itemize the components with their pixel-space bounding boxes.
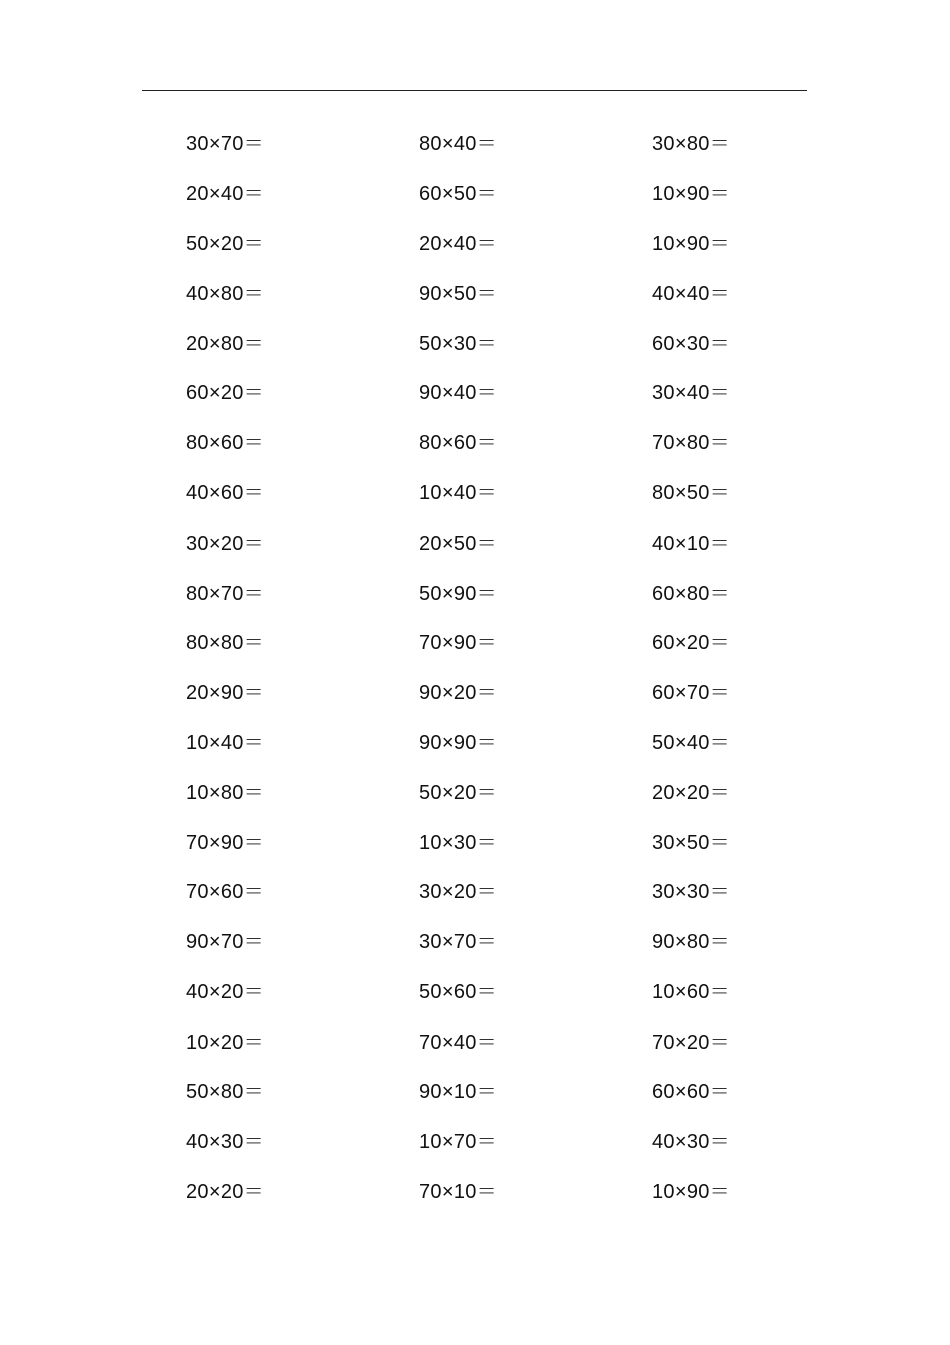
problem-c2-r21: 10×70＝ <box>419 1131 497 1153</box>
problem-c2-r19: 70×40＝ <box>419 1032 497 1054</box>
problem-c2-r10: 50×90＝ <box>419 583 497 605</box>
problem-c1-r2: 20×40＝ <box>186 183 264 205</box>
problem-c2-r5: 50×30＝ <box>419 333 497 355</box>
problem-c2-r9: 20×50＝ <box>419 533 497 555</box>
problem-c1-r5: 20×80＝ <box>186 333 264 355</box>
problem-c1-r12: 20×90＝ <box>186 682 264 704</box>
problem-c1-r7: 80×60＝ <box>186 432 264 454</box>
problem-c3-r14: 20×20＝ <box>652 782 730 804</box>
problem-c1-r18: 40×20＝ <box>186 981 264 1003</box>
problem-c3-r7: 70×80＝ <box>652 432 730 454</box>
problem-c1-r15: 70×90＝ <box>186 832 264 854</box>
problem-c3-r15: 30×50＝ <box>652 832 730 854</box>
problem-c2-r22: 70×10＝ <box>419 1181 497 1203</box>
problem-c3-r9: 40×10＝ <box>652 533 730 555</box>
problem-c2-r14: 50×20＝ <box>419 782 497 804</box>
problem-c3-r11: 60×20＝ <box>652 632 730 654</box>
problem-c2-r4: 90×50＝ <box>419 283 497 305</box>
problem-c1-r13: 10×40＝ <box>186 732 264 754</box>
problem-c3-r21: 40×30＝ <box>652 1131 730 1153</box>
problem-c1-r6: 60×20＝ <box>186 382 264 404</box>
problem-c1-r8: 40×60＝ <box>186 482 264 504</box>
problem-c2-r6: 90×40＝ <box>419 382 497 404</box>
problem-c3-r4: 40×40＝ <box>652 283 730 305</box>
problem-c3-r17: 90×80＝ <box>652 931 730 953</box>
problem-c1-r19: 10×20＝ <box>186 1032 264 1054</box>
problem-c2-r8: 10×40＝ <box>419 482 497 504</box>
problem-c2-r2: 60×50＝ <box>419 183 497 205</box>
problem-c2-r15: 10×30＝ <box>419 832 497 854</box>
problem-c1-r20: 50×80＝ <box>186 1081 264 1103</box>
problem-c2-r17: 30×70＝ <box>419 931 497 953</box>
problem-c1-r17: 90×70＝ <box>186 931 264 953</box>
problem-c2-r12: 90×20＝ <box>419 682 497 704</box>
problem-c3-r5: 60×30＝ <box>652 333 730 355</box>
problem-c2-r11: 70×90＝ <box>419 632 497 654</box>
problem-c3-r12: 60×70＝ <box>652 682 730 704</box>
problem-c3-r2: 10×90＝ <box>652 183 730 205</box>
problem-c1-r4: 40×80＝ <box>186 283 264 305</box>
problem-c1-r14: 10×80＝ <box>186 782 264 804</box>
problem-c3-r19: 70×20＝ <box>652 1032 730 1054</box>
problem-c1-r11: 80×80＝ <box>186 632 264 654</box>
problem-c3-r20: 60×60＝ <box>652 1081 730 1103</box>
problem-c3-r6: 30×40＝ <box>652 382 730 404</box>
problem-c3-r3: 10×90＝ <box>652 233 730 255</box>
problem-c2-r1: 80×40＝ <box>419 133 497 155</box>
problem-c3-r13: 50×40＝ <box>652 732 730 754</box>
problem-c1-r1: 30×70＝ <box>186 133 264 155</box>
problem-c2-r3: 20×40＝ <box>419 233 497 255</box>
problem-c1-r10: 80×70＝ <box>186 583 264 605</box>
problem-c1-r16: 70×60＝ <box>186 881 264 903</box>
problem-c3-r16: 30×30＝ <box>652 881 730 903</box>
problem-c2-r13: 90×90＝ <box>419 732 497 754</box>
problem-c2-r7: 80×60＝ <box>419 432 497 454</box>
problem-c2-r20: 90×10＝ <box>419 1081 497 1103</box>
problem-c3-r10: 60×80＝ <box>652 583 730 605</box>
problem-c3-r22: 10×90＝ <box>652 1181 730 1203</box>
problem-c2-r16: 30×20＝ <box>419 881 497 903</box>
problem-c1-r22: 20×20＝ <box>186 1181 264 1203</box>
problem-c1-r3: 50×20＝ <box>186 233 264 255</box>
problem-c1-r21: 40×30＝ <box>186 1131 264 1153</box>
problem-c1-r9: 30×20＝ <box>186 533 264 555</box>
problem-c3-r18: 10×60＝ <box>652 981 730 1003</box>
problem-c3-r1: 30×80＝ <box>652 133 730 155</box>
problem-c3-r8: 80×50＝ <box>652 482 730 504</box>
problem-c2-r18: 50×60＝ <box>419 981 497 1003</box>
